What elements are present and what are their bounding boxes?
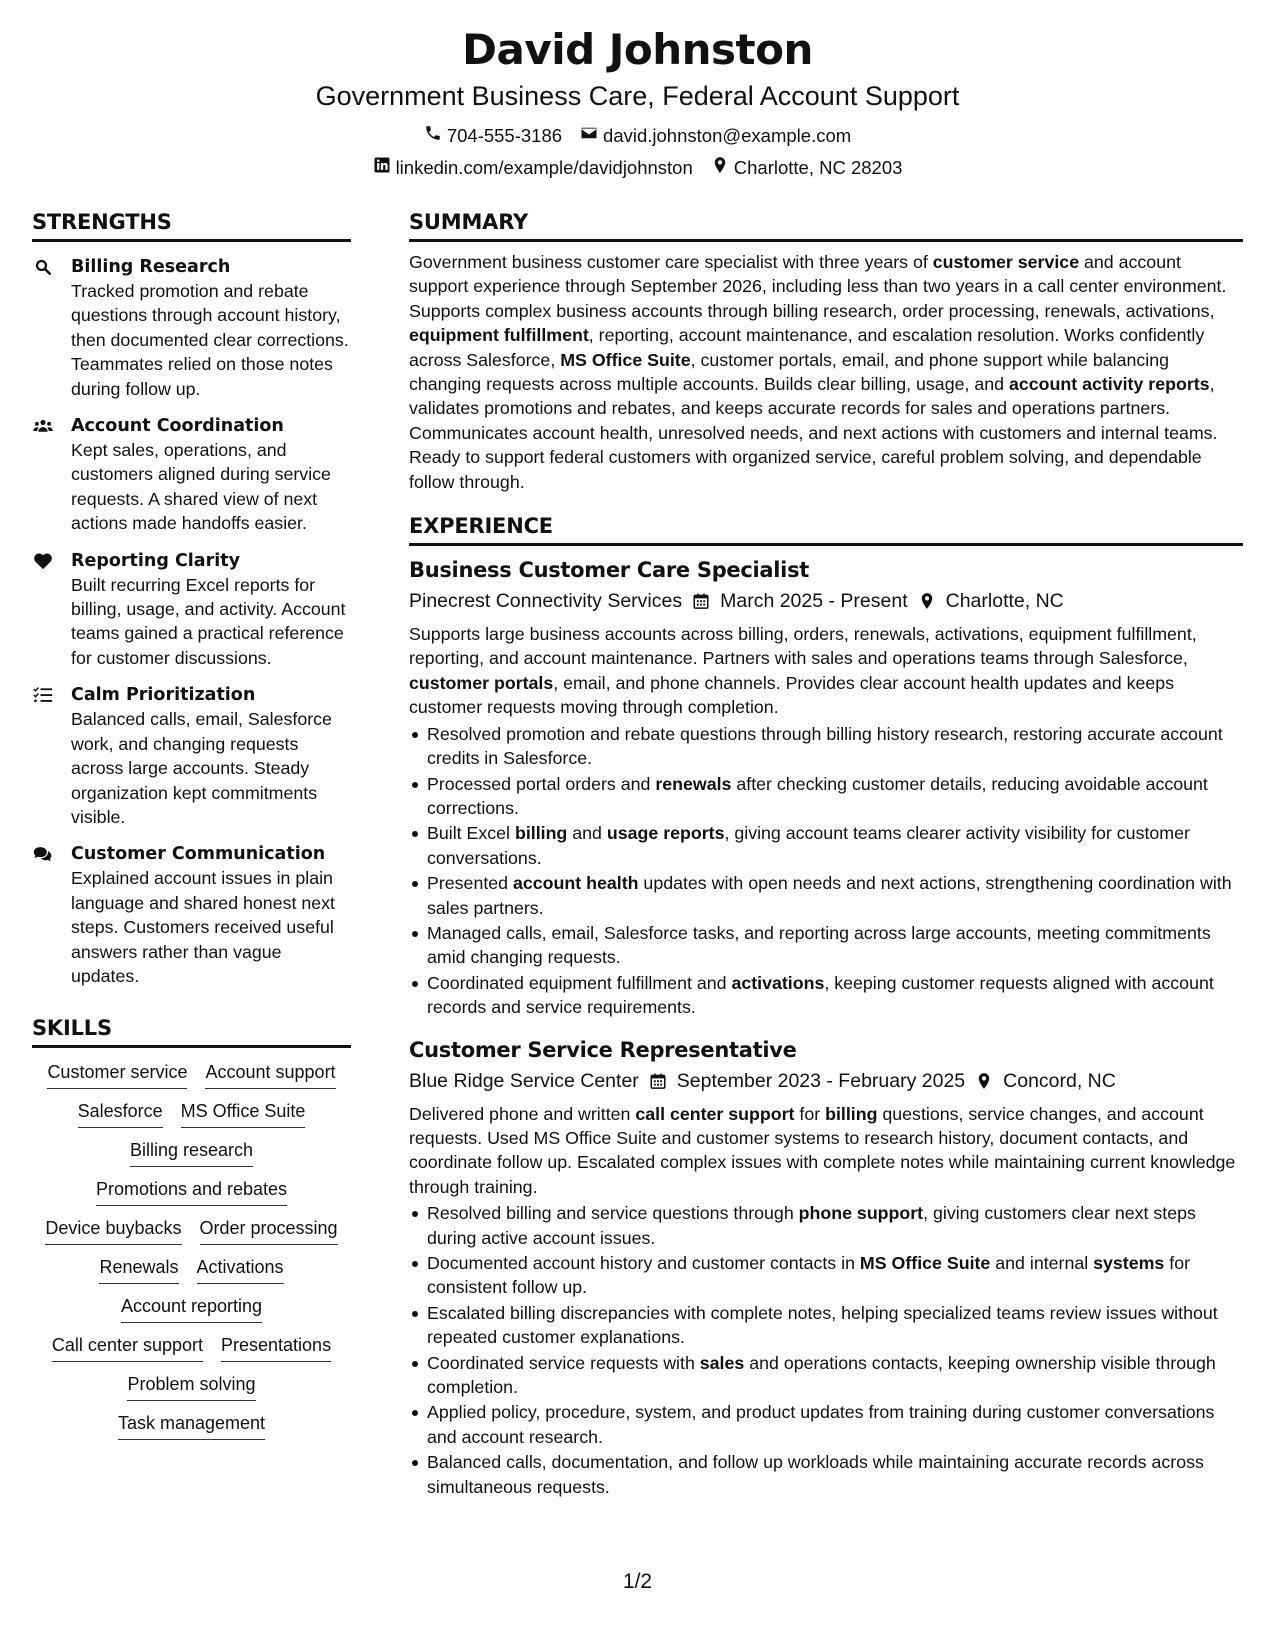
skills-row: [32, 1255, 351, 1284]
phone-contact: [424, 124, 562, 148]
bold-keyword: account activity reports: [1008, 374, 1210, 395]
strength-description: Explained account issues in plain language and shared honest next steps. Customers received useful answers rather than vague updates.: [71, 868, 335, 986]
text-segment: , giving customers clear next steps during active account issues.: [427, 1203, 1196, 1248]
map-marker-icon: [975, 1072, 993, 1090]
text-segment: , keeping customer requests aligned with account records and service requirements.: [427, 972, 1214, 1018]
bold-keyword: customer service: [932, 252, 1080, 272]
strength-title: Calm Prioritization: [71, 685, 256, 706]
job-title: Customer Service Representative: [409, 1037, 797, 1062]
left-column: [32, 208, 351, 1440]
skills-row: [32, 1294, 351, 1323]
skill-tag: Account reporting: [121, 1294, 262, 1323]
bold-keyword: phone support: [798, 1203, 924, 1224]
text-segment: Managed calls, email, Salesforce tasks, and reporting across large accounts, meeting commitments amid changing requests.: [427, 922, 1211, 968]
text-segment: Processed portal orders and: [427, 773, 656, 794]
job-dates: March 2025 - Present: [720, 590, 908, 613]
strength-title: Reporting Clarity: [71, 550, 241, 571]
bold-keyword: call center support: [635, 1103, 795, 1124]
skill-tag: Order processing: [200, 1216, 338, 1245]
text-segment: and internal: [990, 1253, 1094, 1273]
text-segment: questions, service changes, and account requests. Used MS Office Suite and customer systems to research history, document contacts, and coordinate follow up. Escalated complex issues with complete notes while maintaining current knowledge through training.: [409, 1103, 1236, 1197]
bold-keyword: systems: [1093, 1253, 1165, 1273]
bold-keyword: equipment fulfillment: [409, 325, 589, 346]
job-title: Business Customer Care Specialist: [409, 558, 810, 583]
text-segment: Coordinated service requests with: [427, 1352, 700, 1373]
bold-keyword: customer portals: [409, 672, 554, 693]
text-segment: Resolved promotion and rebate questions through billing history research, restoring accurate account credits in Salesforce.: [427, 723, 1223, 769]
strengths-heading: STRENGTHS: [32, 208, 351, 242]
candidate-title: Government Business Care, Federal Account Support: [315, 81, 960, 111]
list-check-icon: [32, 685, 54, 705]
resume-header: [0, 22, 1275, 180]
experience-heading: EXPERIENCE: [409, 512, 1243, 546]
strength-description: Kept sales, operations, and customers aligned during service requests. A shared view of next actions made handoffs easier.: [71, 440, 331, 534]
bullet-item: [409, 772, 1243, 821]
job-meta: [409, 1068, 1243, 1094]
skills-heading: SKILLS: [32, 1014, 351, 1048]
email-address[interactable]: david.johnston@example.com: [603, 125, 852, 146]
text-segment: Government business customer care specialist with three years of: [409, 252, 933, 272]
skills-row: [32, 1372, 351, 1401]
skills-row: [32, 1099, 351, 1128]
bold-keyword: MS Office Suite: [859, 1253, 991, 1273]
phone-number[interactable]: 704-555-3186: [446, 125, 563, 146]
linkedin-contact: [373, 156, 693, 180]
skills-row: [32, 1333, 351, 1362]
text-segment: Built Excel: [427, 823, 515, 844]
bullet-item: [409, 921, 1243, 970]
bullet-item: [409, 722, 1243, 771]
text-segment: and: [567, 823, 607, 844]
text-segment: Balanced calls, documentation, and follow up workloads while maintaining accurate records across simultaneous requests.: [427, 1452, 1204, 1497]
strength-item: [32, 842, 351, 988]
skills-row: [32, 1411, 351, 1440]
skill-tag: Account support: [205, 1060, 335, 1089]
linkedin-icon: [373, 156, 391, 180]
skills-row: [32, 1138, 351, 1167]
calendar-icon: [692, 592, 710, 610]
text-segment: Resolved billing and service questions through: [427, 1203, 799, 1224]
calendar-icon: [649, 1072, 667, 1090]
bullet-item: [409, 1201, 1243, 1250]
strength-item: [32, 414, 351, 536]
text-segment: , reporting, account maintenance, and escalation resolution. Works confidently across Salesforce,: [409, 325, 1205, 370]
job-meta: [409, 588, 1243, 614]
skill-tag: Task management: [118, 1411, 265, 1440]
company-name: Pinecrest Connectivity Services: [409, 590, 683, 613]
bullet-item: [409, 871, 1243, 920]
text-segment: Delivered phone and written: [409, 1103, 636, 1124]
summary-heading: SUMMARY: [409, 208, 1243, 242]
jobs-list: [409, 556, 1243, 1499]
candidate-name: David Johnston: [462, 25, 813, 74]
text-segment: and account support experience through September 2026, including less than two years in a call center environment. Supports complex business accounts through billing research, order processing, renewals, activations,: [409, 252, 1227, 321]
bullet-item: [409, 971, 1243, 1020]
text-segment: for: [794, 1103, 826, 1124]
company-name: Blue Ridge Service Center: [409, 1069, 639, 1092]
skill-tag: Promotions and rebates: [96, 1177, 287, 1206]
skill-tag: Presentations: [221, 1333, 331, 1362]
contact-row-2: [0, 156, 1275, 180]
job-summary: [409, 1102, 1243, 1200]
job-entry: [409, 1036, 1243, 1500]
summary-text: [409, 250, 1243, 494]
contact-row-1: [0, 124, 1275, 148]
bullet-item: [409, 821, 1243, 870]
skill-tag: Renewals: [99, 1255, 178, 1284]
bullet-item: [409, 1301, 1243, 1350]
location-contact: [711, 156, 903, 180]
strength-item: [32, 549, 351, 671]
skill-tag: Device buybacks: [45, 1216, 181, 1245]
job-bullets: [409, 722, 1243, 1020]
users-icon: [32, 416, 54, 436]
skill-tag: Customer service: [47, 1060, 187, 1089]
text-segment: , validates promotions and rebates, and keeps accurate records for sales and operations partners. Communicates account health, unresolved needs, and next actions with customers and internal teams. Ready to support federal customers with organized service, careful problem solving, and dependable follow through.: [409, 374, 1218, 492]
skills-row: [32, 1216, 351, 1245]
bullet-item: [409, 1450, 1243, 1499]
strength-description: Tracked promotion and rebate questions through account history, then documented clear corrections. Teammates relied on those notes during follow up.: [71, 281, 349, 399]
email-contact: [580, 124, 851, 148]
bold-keyword: billing: [514, 823, 568, 844]
text-segment: Applied policy, procedure, system, and product updates from training during customer conversations and account research.: [427, 1402, 1215, 1447]
bold-keyword: usage reports: [606, 823, 725, 844]
bold-keyword: sales: [699, 1352, 745, 1373]
strength-item: [32, 683, 351, 829]
right-column: [409, 208, 1243, 1499]
job-summary: [409, 622, 1243, 720]
text-segment: updates with open needs and next actions, strengthening coordination with sales partners.: [427, 873, 1232, 918]
text-segment: Presented: [427, 873, 513, 894]
bold-keyword: account health: [513, 873, 639, 894]
skills-row: [32, 1060, 351, 1089]
text-segment: Escalated billing discrepancies with complete notes, helping specialized teams review issues without repeated customer explanations.: [427, 1302, 1218, 1348]
text-segment: Coordinated equipment fulfillment and: [427, 972, 732, 993]
linkedin-url[interactable]: linkedin.com/example/davidjohnston: [395, 157, 693, 178]
map-marker-icon: [711, 156, 729, 180]
heart-icon: [32, 551, 54, 571]
skills-row: [32, 1177, 351, 1206]
phone-icon: [424, 124, 442, 148]
text-segment: , email, and phone channels. Provides clear account health updates and keeps customer requests moving through completion.: [409, 672, 1175, 718]
text-segment: , customer portals, email, and phone support while balancing changing requests across multiple accounts. Builds clear billing, usage, and: [409, 349, 1170, 395]
skill-tag: Problem solving: [127, 1372, 255, 1401]
job-entry: [409, 556, 1243, 1020]
job-location: Charlotte, NC: [945, 590, 1064, 613]
bold-keyword: billing: [825, 1103, 878, 1124]
skill-tag: Salesforce: [78, 1099, 163, 1128]
skill-tag: Activations: [197, 1255, 284, 1284]
strength-description: Balanced calls, email, Salesforce work, and changing requests across large accounts. Steady organization kept commitments visible.: [71, 709, 332, 827]
strength-item: [32, 255, 351, 401]
job-location: Concord, NC: [1003, 1069, 1116, 1092]
job-bullets: [409, 1201, 1243, 1499]
location-text: Charlotte, NC 28203: [733, 157, 903, 178]
text-segment: and operations contacts, keeping ownership visible through completion.: [427, 1352, 1216, 1398]
bold-keyword: activations: [731, 972, 825, 993]
strength-title: Customer Communication: [71, 844, 326, 865]
skill-tag: Billing research: [130, 1138, 253, 1167]
skills-list: [32, 1060, 351, 1440]
bullet-item: [409, 1400, 1243, 1449]
text-segment: Documented account history and customer contacts in: [427, 1253, 860, 1273]
text-segment: after checking customer details, reducing avoidable account corrections.: [427, 773, 1208, 818]
comments-icon: [32, 844, 54, 864]
bullet-item: [409, 1351, 1243, 1400]
page-number: 1/2: [622, 1570, 653, 1593]
strength-title: Account Coordination: [71, 416, 284, 437]
strength-title: Billing Research: [71, 257, 231, 277]
map-marker-icon: [918, 592, 936, 610]
skill-tag: Call center support: [52, 1333, 203, 1362]
bold-keyword: MS Office Suite: [560, 349, 691, 370]
search-icon: [32, 257, 54, 277]
text-segment: Supports large business accounts across billing, orders, renewals, activations, equipment fulfillment, reporting, and account maintenance. Partners with sales and operations teams through Salesforce,: [409, 624, 1197, 669]
text-segment: for consistent follow up.: [427, 1253, 1191, 1298]
job-dates: September 2023 - February 2025: [676, 1069, 966, 1092]
strength-description: Built recurring Excel reports for billing, usage, and activity. Account teams gained a practical reference for customer discussions.: [71, 574, 346, 668]
envelope-icon: [580, 124, 598, 148]
bullet-item: [409, 1251, 1243, 1300]
bold-keyword: renewals: [655, 773, 732, 794]
text-segment: , giving account teams clearer activity visibility for customer conversations.: [427, 823, 1190, 868]
skill-tag: MS Office Suite: [181, 1099, 306, 1128]
